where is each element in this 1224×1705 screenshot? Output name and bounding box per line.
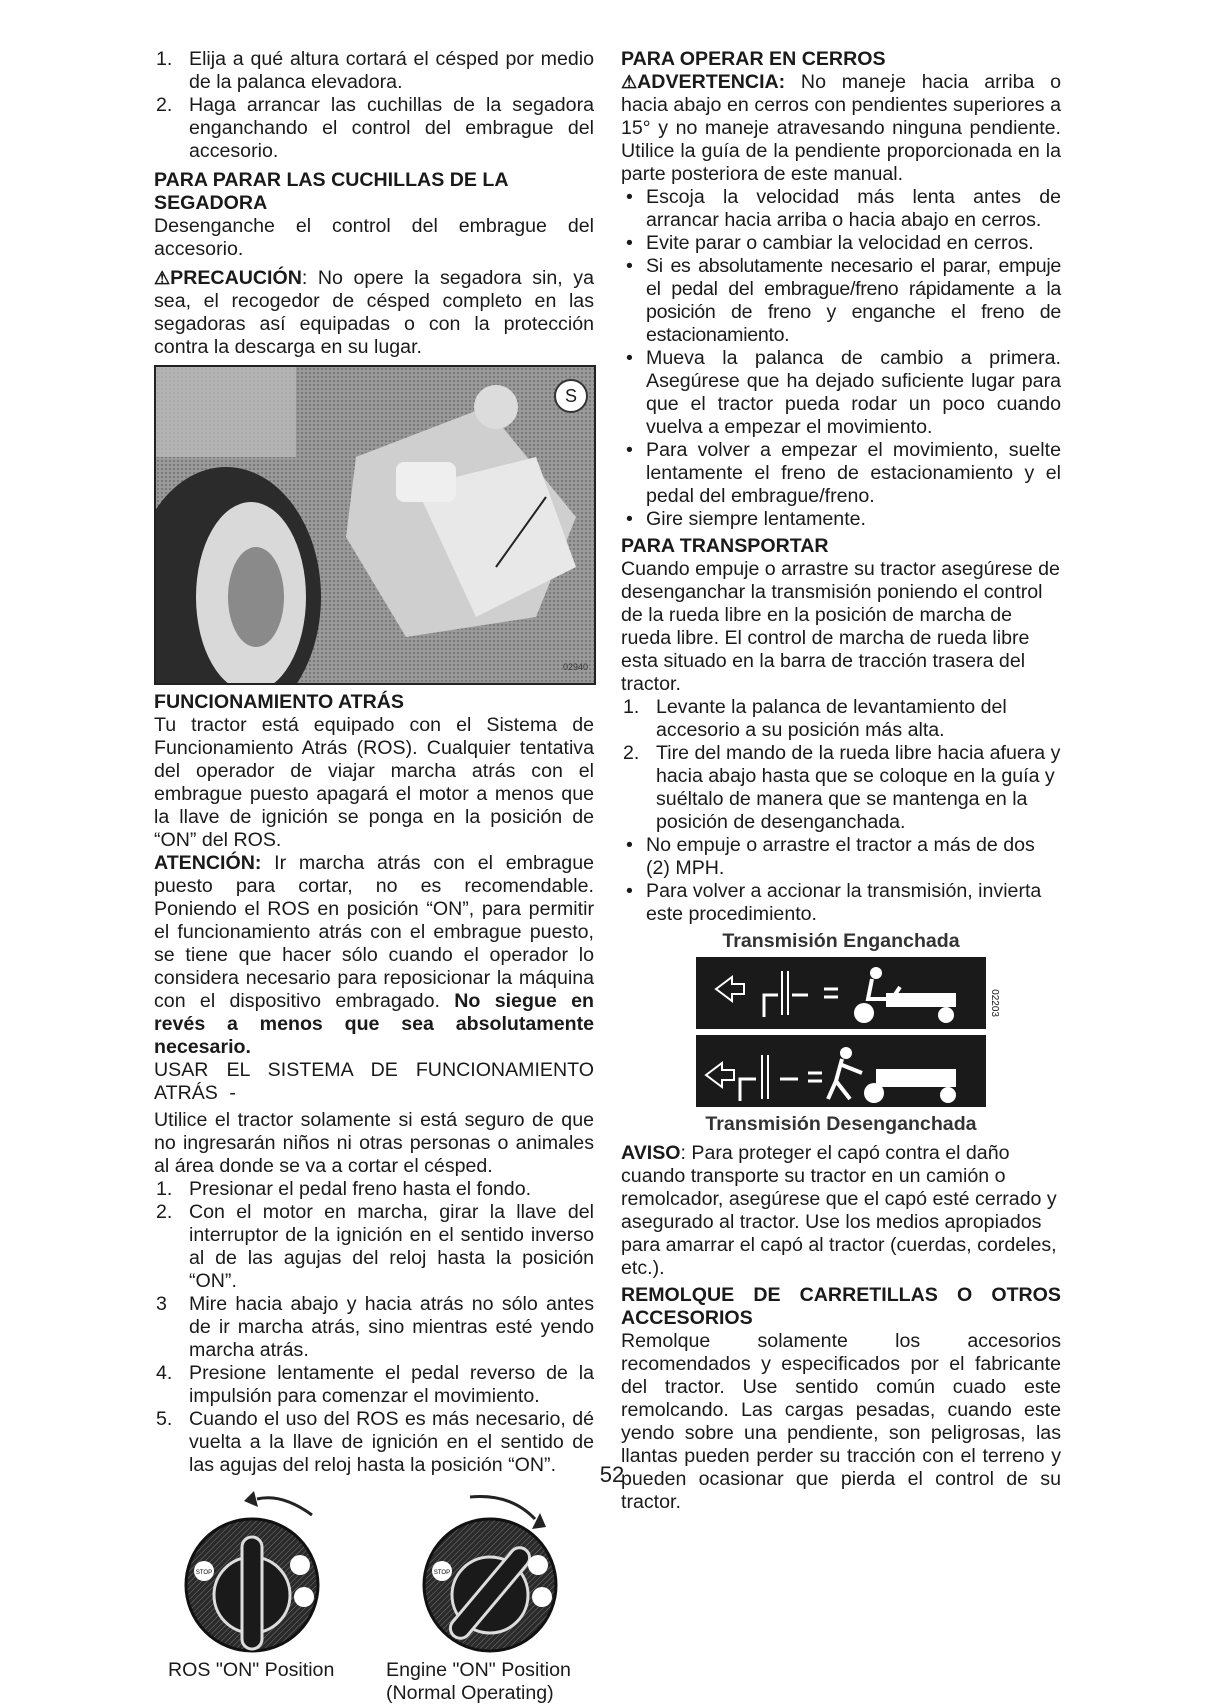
tow-heading: REMOLQUE DE CARRETILLAS O OTROS ACCESORIOS	[621, 1284, 1061, 1329]
transmission-diagram	[696, 957, 1000, 1107]
ros-heading: FUNCIONAMIENTO ATRÁS	[154, 691, 404, 713]
diagram-code: 02203	[989, 989, 1000, 1017]
stop-blades-heading: PARA PARAR LAS CUCHILLAS DE LA SEGADORA	[154, 169, 508, 214]
list-item: • Si es absolutamente necesario el parar, empuje el pedal del embrague/freno rápidamente a la posición de freno y enganche el freno de estacionamiento.	[626, 255, 1061, 346]
transmission-engaged-label: Transmisión Enganchada	[722, 930, 960, 952]
transport-text: Cuando empuje o arrastre su tractor asegúrese de desenganchar la transmisión poniendo el control de la rueda libre en la posición de marcha de rueda libre. El control de marcha de rueda libre esta situado en la barra de tracción trasera del tractor.	[621, 558, 1060, 695]
caution-paragraph: ⚠PRECAUCIÓN: No opere la segadora sin, ya sea, el recogedor de césped completo en las segadoras así equipadas o con la protección contra la descarga en su lugar.	[154, 267, 594, 358]
hills-heading: PARA OPERAR EN CERROS	[621, 48, 886, 70]
use-ros-steps	[154, 1178, 594, 1477]
list-item: 1. Presionar el pedal freno hasta el fondo.	[156, 1178, 532, 1200]
list-item: 3 Mire hacia abajo y hacia atrás no sólo antes de ir marcha atrás, sino mientras esté yendo marcha atrás.	[156, 1293, 594, 1361]
figure-code: 02940	[562, 662, 588, 672]
ignition-knob-engine-icon	[400, 1485, 580, 1655]
use-ros-heading: USAR EL SISTEMA DE FUNCIONAMIENTO ATRÁS -	[154, 1059, 594, 1104]
transport-bullets	[621, 834, 1061, 926]
list-item: • Evite parar o cambiar la velocidad en cerros.	[626, 232, 1034, 254]
notice-label: AVISO	[621, 1142, 681, 1164]
stop-blades-text: Desenganche el control del embrague del accesorio.	[154, 215, 594, 260]
right-column	[621, 48, 1061, 1514]
callout-s: S	[554, 379, 588, 413]
warning-triangle-icon: ⚠	[154, 268, 171, 288]
page-number: 52	[599, 1462, 625, 1487]
caption-engine-position: Engine "ON" Position (Normal Operating)	[386, 1659, 571, 1704]
svg-text:STOP: STOP	[195, 1570, 213, 1576]
intro-steps	[154, 48, 594, 163]
tow-text: Remolque solamente los accesorios recomendados y especificados por el fabricante del tractor. Use sentido común cuado este remolcando. Las cargas pesadas, cuando este yendo sobre una pendiente, son peligrosas, las llantas pueden perder su tracción con el terreno y pueden ocasionar que pierda el control de su tractor.	[621, 1330, 1061, 1513]
list-item: 1. Levante la palanca de levantamiento del accesorio a su posición más alta.	[623, 696, 1007, 741]
list-item: • Escoja la velocidad más lenta antes de arrancar hacia arriba o hacia abajo en cerros.	[626, 186, 1061, 231]
list-item: • Mueva la palanca de cambio a primera. Asegúrese que ha dejado suficiente lugar para que el tractor pueda rodar un poco cuando vuelva a empezar el movimiento.	[626, 347, 1061, 438]
caption-ros-position: ROS "ON" Position	[168, 1659, 335, 1681]
list-item: 1. Elija a qué altura cortará el césped por medio de la palanca elevadora.	[156, 48, 594, 93]
list-item: • Para volver a accionar la transmisión, invierta este procedimiento.	[626, 880, 1042, 925]
transmission-disengaged-label: Transmisión Desenganchada	[705, 1113, 977, 1135]
use-ros-text: Utilice el tractor solamente si está seguro de que no ingresarán niños ni otras personas o animales al área donde se va a cortar el césped.	[154, 1109, 594, 1177]
mower-deck-photo	[154, 365, 596, 685]
left-column	[154, 48, 594, 1704]
mower-deck-illustration	[156, 367, 594, 683]
warning-paragraph: ⚠ADVERTENCIA: No maneje hacia arriba o hacia abajo en cerros con pendientes superiores a 15° y no maneje atravesando ninguna pendiente. Utilice la guía de la pendiente proporcionada en la parte posteriora de este manual.	[621, 71, 1061, 185]
list-item: 2. Con el motor en marcha, girar la llave del interruptor de la ignición en el sentido inverso al de las agujas del reloj hasta la posición “ON”.	[156, 1201, 594, 1292]
transport-heading: PARA TRANSPORTAR	[621, 535, 829, 557]
list-item: 2. Tire del mando de la rueda libre hacia afuera y hacia abajo hasta que se coloque en la guía y suéltalo de manera que se mantenga en la posición de desenganchada.	[623, 742, 1061, 833]
list-item: 2. Haga arrancar las cuchillas de la segadora enganchando el control del embrague del accesorio.	[156, 94, 594, 162]
warning-triangle-icon: ⚠	[621, 72, 638, 92]
ignition-switch-figures	[154, 1485, 594, 1704]
tractor-riding-icon	[696, 957, 986, 1029]
ignition-knob-ros-icon	[162, 1485, 342, 1655]
transmission-engaged-panel	[696, 957, 986, 1029]
notice-paragraph: AVISO: Para proteger el capó contra el daño cuando transporte su tractor en un camión o remolcador, asegúrese que el capó esté cerrado y asegurado al tractor. Use los medios apropiados para amarrar el capó al tractor (cuerdas, cordeles, etc.).	[621, 1142, 1057, 1279]
attention-paragraph: ATENCIÓN: Ir marcha atrás con el embrague puesto para cortar, no es recomendable. Poniendo el ROS en posición “ON”, para permitir el funcionamiento atrás con el embrague puesto, se tiene que hacer sólo cuando el operador lo considera necesario para reposicionar la máquina con el dispositivo embragado. No siegue en revés a menos que sea absolutamente necesario.	[154, 852, 594, 1058]
list-item: • Gire siempre lentamente.	[626, 508, 866, 530]
hills-bullets	[621, 186, 1061, 531]
list-item: • Para volver a empezar el movimiento, suelte lentamente el freno de estacionamiento y el pedal del embrague/freno.	[626, 439, 1061, 507]
list-item: • No empuje o arrastre el tractor a más de dos (2) MPH.	[626, 834, 1035, 879]
warning-label: ADVERTENCIA:	[637, 71, 786, 93]
tractor-pushing-icon	[696, 1035, 986, 1107]
list-item: 4. Presione lentamente el pedal reverso de la impulsión para comenzar el movimiento.	[156, 1362, 594, 1407]
caution-label: PRECAUCIÓN	[170, 267, 302, 289]
transport-steps	[621, 696, 1061, 834]
list-item: 5. Cuando el uso del ROS es más necesario, dé vuelta a la llave de ignición en el sentido de las agujas del reloj hasta la posición “ON”.	[156, 1408, 594, 1476]
svg-text:STOP: STOP	[433, 1570, 451, 1576]
ros-text: Tu tractor está equipado con el Sistema de Funcionamiento Atrás (ROS). Cualquier tentativa del operador de viajar marcha atrás con el embrague puesto apagará el motor a menos que la llave de ignición se ponga en la posición de “ON” del ROS.	[154, 714, 594, 851]
transmission-disengaged-panel	[696, 1035, 986, 1107]
attention-label: ATENCIÓN:	[154, 852, 262, 874]
